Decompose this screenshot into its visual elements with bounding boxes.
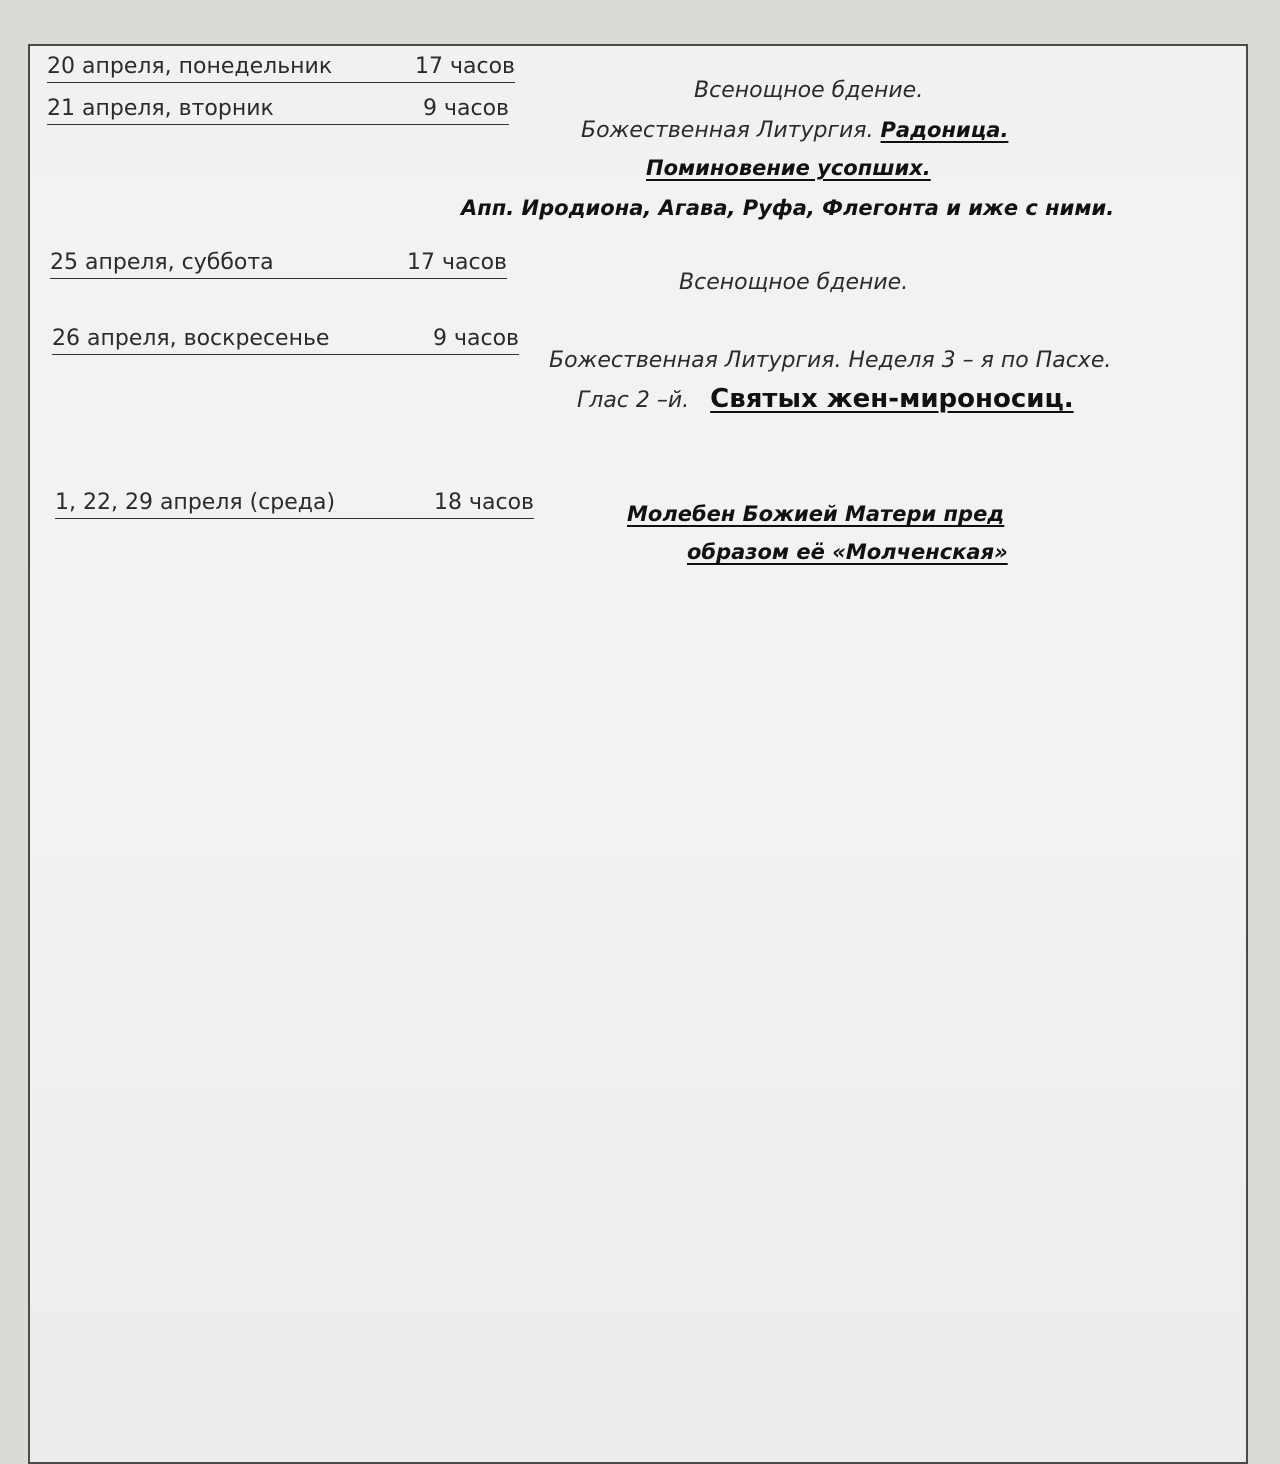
entry-2-feast: Радоница.	[880, 118, 1009, 142]
entry-5-service-line1: Молебен Божией Матери пред	[627, 502, 1005, 526]
entry-3-date-time	[50, 252, 507, 279]
entry-4-feast: Святых жен-мироносиц.	[710, 384, 1074, 414]
entry-3-service: Всенощное бдение.	[679, 270, 909, 295]
entry-5-time: 18 часов	[434, 490, 534, 515]
entry-3-time: 17 часов	[407, 250, 507, 275]
entry-2-date-time	[47, 98, 509, 125]
entry-4-service: Божественная Литургия. Неделя 3 – я по Пасхе.	[549, 348, 1112, 373]
entry-2-feast2: Поминовение усопших.	[646, 156, 931, 180]
entry-4-tone: Глас 2 –й.	[577, 388, 690, 413]
entry-1-date: 20 апреля, понедельник	[47, 54, 333, 79]
entry-1-date-time	[47, 56, 515, 83]
entry-2-saints: Апп. Иродиона, Агава, Руфа, Флегонта и иже с ними.	[461, 196, 1115, 220]
entry-4-date: 26 апреля, воскресенье	[52, 326, 330, 351]
entry-3-date: 25 апреля, суббота	[50, 250, 274, 275]
entry-2-service: Божественная Литургия.	[581, 118, 874, 143]
entry-4-date-time	[52, 328, 519, 355]
entry-1-service: Всенощное бдение.	[694, 78, 924, 103]
entry-2-service-line	[581, 120, 1008, 142]
entry-5-date: 1, 22, 29 апреля (среда)	[55, 490, 336, 515]
entry-2-date: 21 апреля, вторник	[47, 96, 274, 121]
entry-1-time: 17 часов	[415, 54, 515, 79]
entry-2-time: 9 часов	[423, 96, 509, 121]
entry-4-time: 9 часов	[433, 326, 519, 351]
entry-5-service-line2: образом её «Молченская»	[687, 540, 1008, 564]
entry-4-tone-line	[577, 386, 1074, 412]
entry-5-date-time	[55, 492, 534, 519]
